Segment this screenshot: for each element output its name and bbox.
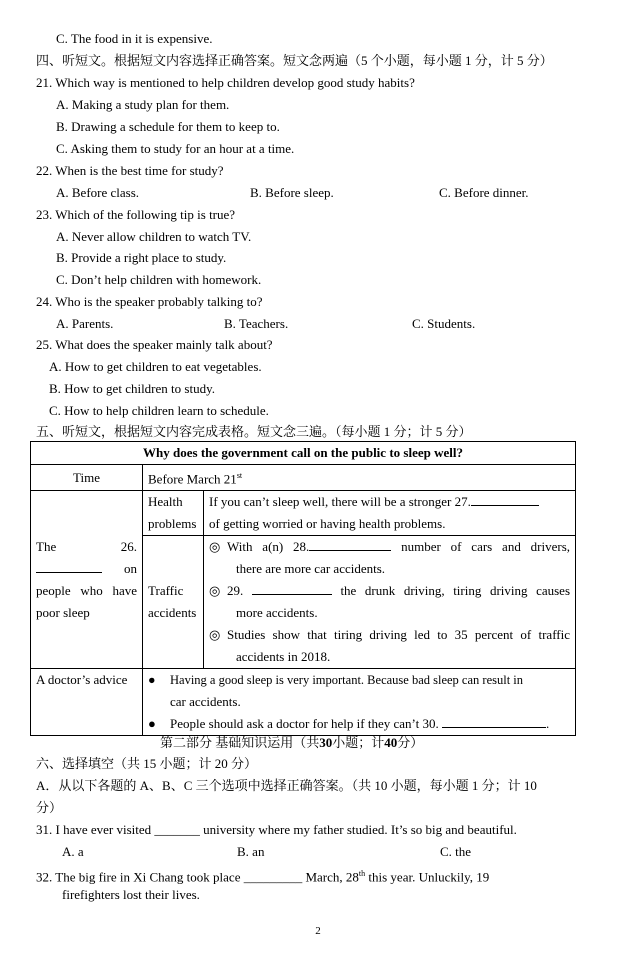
time-value: Before March 21st	[143, 465, 576, 491]
blank-30[interactable]	[442, 715, 546, 728]
bullet-icon: ●	[148, 673, 156, 688]
section4-heading: 四、听短文。根据短文内容选择正确答案。短文念两遍（5 个小题，每小题 1 分，计 5 分）	[36, 53, 553, 68]
blank-27[interactable]	[471, 493, 539, 506]
q25-option-b: B. How to get children to study.	[49, 381, 215, 396]
part2-heading: 第二部分 基础知识运用（共30小题；计40分）	[160, 735, 424, 750]
section5-heading: 五、听短文，根据短文内容完成表格。短文念三遍。（每小题 1 分；计 5 分）	[36, 424, 472, 439]
q25-stem: 25. What does the speaker mainly talk about?	[36, 337, 273, 352]
q31-option-c: C. the	[440, 844, 472, 859]
q32-stem: 32. The big fire in Xi Chang took place _________ March, 28th this year. Unluckily, 19	[36, 869, 490, 885]
q22-option-a: A. Before class.	[56, 185, 140, 200]
blank-29[interactable]	[252, 582, 332, 595]
page-number: 2	[315, 925, 321, 937]
q22-option-c: C. Before dinner.	[439, 185, 529, 200]
time-label: Time	[31, 465, 143, 491]
advice-text: ● Having a good sleep is very important. Because bad sleep can result in car accidents. ● People should ask a doctor for help if they can’t 30. .	[143, 669, 576, 736]
q23-option-c: C. Don’t help children with homework.	[56, 272, 262, 287]
q23-stem: 23. Which of the following tip is true?	[36, 207, 236, 222]
q31-stem: 31. I have ever visited _______ university where my father studied. It’s so big and beautiful.	[36, 822, 517, 837]
q24-stem: 24. Who is the speaker probably talking to?	[36, 294, 263, 309]
q23-option-a: A. Never allow children to watch TV.	[56, 229, 252, 244]
q31-option-b: B. an	[237, 844, 265, 859]
traffic-accidents-text: ◎ With a(n) 28. number of cars and drivers, there are more car accidents. ◎ 29. the drunk driving, tiring driving causes more accidents. ◎ Studies show that tiring driving led to 35 percent of traffic accidents in 2018.	[204, 536, 576, 669]
q32-stem-cont: firefighters lost their lives.	[62, 887, 200, 902]
traffic-accidents-label: Traffic accidents	[143, 536, 204, 669]
q21-option-a: A. Making a study plan for them.	[56, 97, 230, 112]
q21-option-b: B. Drawing a schedule for them to keep to.	[56, 119, 280, 134]
bullet-icon: ●	[148, 716, 156, 732]
q31-option-a: A. a	[62, 844, 84, 859]
q23-option-b: B. Provide a right place to study.	[56, 250, 227, 265]
table-title: Why does the government call on the public to sleep well?	[31, 442, 576, 465]
q24-option-c: C. Students.	[412, 316, 476, 331]
q24-option-b: B. Teachers.	[224, 316, 289, 331]
blank-26[interactable]	[36, 560, 102, 573]
q20-option-c: C. The food in it is expensive.	[56, 31, 213, 46]
circle-bullet-icon: ◎	[209, 539, 221, 555]
q22-option-b: B. Before sleep.	[250, 185, 334, 200]
q22-stem: 22. When is the best time for study?	[36, 163, 224, 178]
q21-option-c: C. Asking them to study for an hour at a time.	[56, 141, 295, 156]
blank-28[interactable]	[309, 538, 391, 551]
section6-heading: 六、选择填空（共 15 小题；计 20 分）	[36, 756, 258, 771]
q24-option-a: A. Parents.	[56, 316, 114, 331]
q25-option-c: C. How to help children learn to schedule.	[49, 403, 269, 418]
q21-stem: 21. Which way is mentioned to help children develop good study habits?	[36, 75, 415, 90]
sectionA-instruction-cont: 分）	[36, 800, 63, 815]
circle-bullet-icon: ◎	[209, 583, 221, 599]
q25-option-a: A. How to get children to eat vegetables.	[49, 359, 262, 374]
circle-bullet-icon: ◎	[209, 627, 221, 643]
reason-cell: The 26. on people who have poor sleep	[31, 491, 143, 669]
health-problems-label: Health problems	[143, 491, 204, 536]
advice-label: A doctor’s advice	[31, 669, 143, 736]
sectionA-instruction: A．从以下各题的 A、B、C 三个选项中选择正确答案。（共 10 小题，每小题 1 分；计 10	[36, 778, 537, 793]
health-problems-text: If you can’t sleep well, there will be a stronger 27. of getting worried or having health problems.	[204, 491, 576, 536]
sleep-table	[30, 441, 576, 736]
